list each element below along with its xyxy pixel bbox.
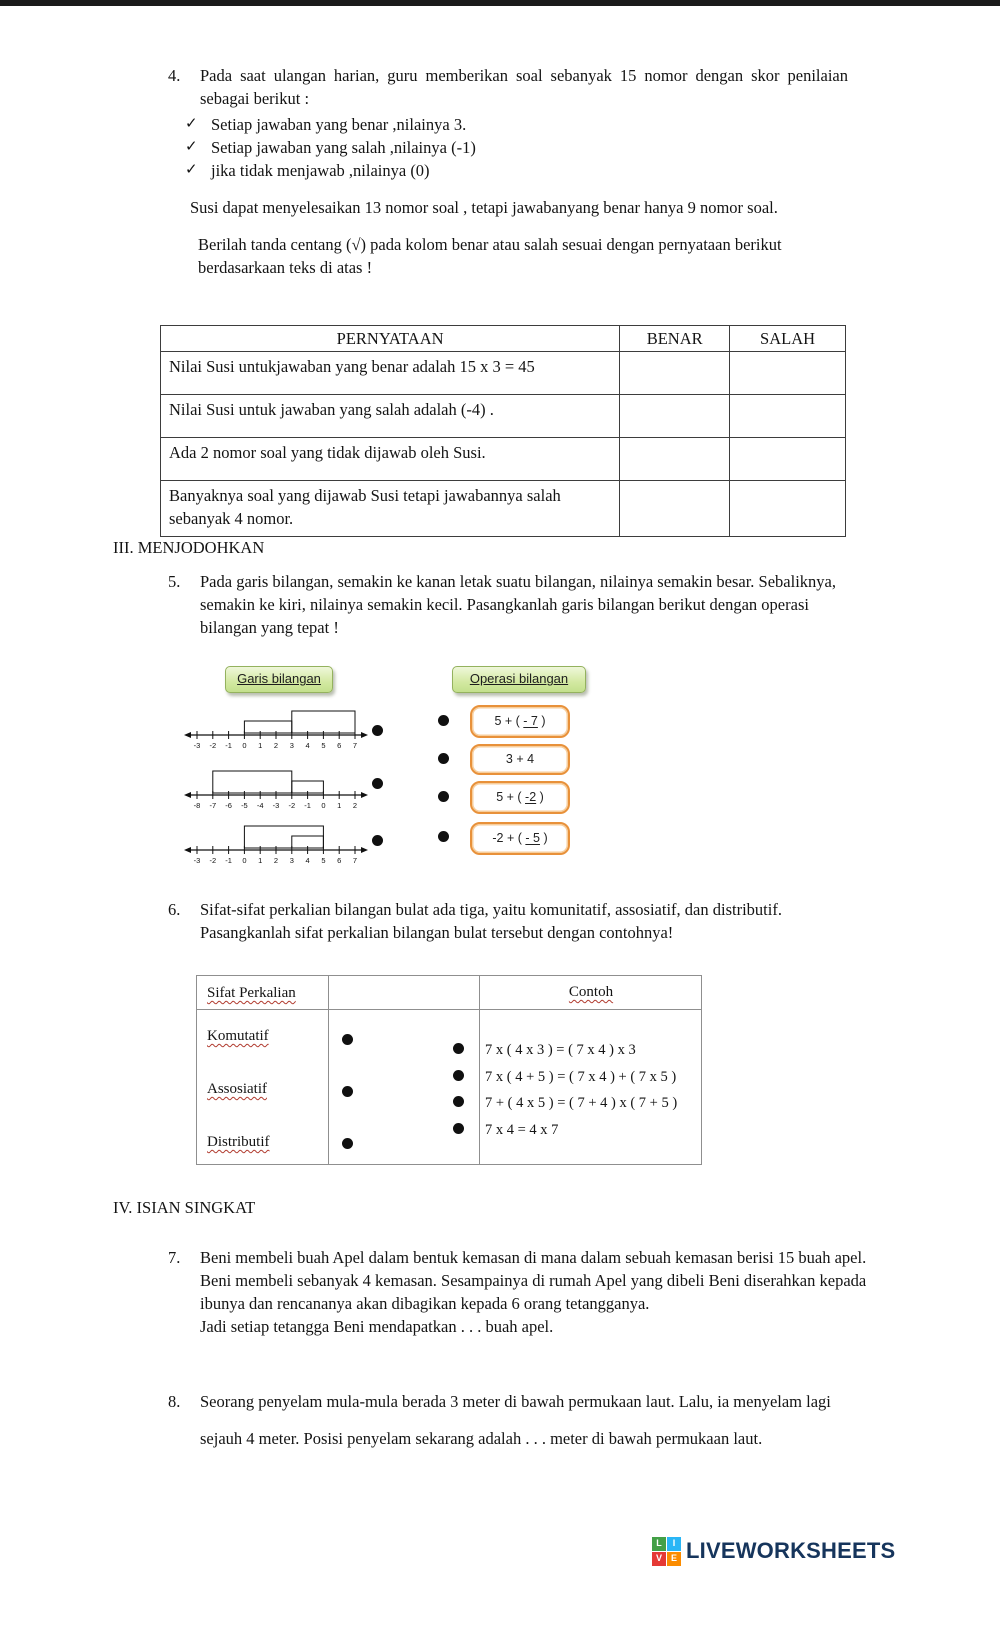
liveworksheets-logo[interactable] — [652, 1536, 895, 1567]
svg-text:-2: -2 — [209, 741, 217, 750]
op-text-neg: -2 — [525, 789, 537, 804]
svg-text:2: 2 — [273, 741, 279, 750]
benar-answer-cell-3[interactable] — [620, 438, 730, 481]
question-5 — [168, 570, 868, 639]
table-divider — [197, 1009, 701, 1010]
match-dot-example-1[interactable] — [453, 1043, 464, 1054]
op-text-post: ) — [537, 713, 546, 728]
svg-text:1: 1 — [337, 801, 342, 810]
svg-text:-2: -2 — [288, 801, 296, 810]
liveworksheets-wordmark: LIVEWORKSHEETS — [686, 1538, 896, 1563]
operation-option-4-text — [492, 830, 547, 848]
question-8 — [168, 1383, 868, 1457]
match-dot-property-3[interactable] — [342, 1138, 353, 1149]
operasi-bilangan-label-text: Operasi bilangan — [469, 671, 569, 687]
check-icon: ✓ — [185, 137, 198, 156]
question-8-number: 8. — [168, 1392, 181, 1411]
match-dot-operation-3[interactable] — [438, 791, 449, 802]
benar-answer-cell-2[interactable] — [620, 395, 730, 438]
operation-option-3[interactable] — [470, 781, 570, 814]
svg-text:0: 0 — [321, 801, 326, 810]
match-dot-property-2[interactable] — [342, 1086, 353, 1097]
table-row — [161, 352, 846, 395]
table-divider — [479, 976, 480, 1164]
salah-answer-cell-2[interactable] — [730, 395, 846, 438]
benar-answer-cell-1[interactable] — [620, 352, 730, 395]
question-7-text: Beni membeli buah Apel dalam bentuk kemasan di mana dalam sebuah kemasan berisi 15 buah apel. Beni membeli sebanyak 4 kemasan. Sesampainya di rumah Apel yang dibeli Beni diserahkan kepada ibunya dan rencananya akan dibagikan kepada 6 orang tetangganya. — [200, 1248, 867, 1314]
svg-text:0: 0 — [242, 856, 247, 865]
statement-cell: Nilai Susi untukjawaban yang benar adalah 15 x 3 = 45 — [161, 352, 620, 395]
salah-answer-cell-1[interactable] — [730, 352, 846, 395]
match-dot-operation-4[interactable] — [438, 831, 449, 842]
numberline-image-3 — [183, 818, 369, 866]
operation-option-1-text — [494, 713, 545, 731]
op-text-neg: - 5 — [525, 830, 540, 845]
contoh-header: Contoh — [568, 984, 614, 1000]
op-text-pre: 5 + ( — [494, 713, 524, 728]
svg-text:-3: -3 — [193, 856, 201, 865]
matching-table-6 — [196, 975, 702, 1165]
svg-text:-1: -1 — [304, 801, 311, 810]
svg-text:-6: -6 — [225, 801, 232, 810]
svg-text:6: 6 — [337, 741, 342, 750]
svg-text:1: 1 — [258, 856, 263, 865]
example-text-4: 7 x 4 = 4 x 7 — [485, 1122, 559, 1138]
svg-text:3: 3 — [289, 741, 294, 750]
match-dot-example-4[interactable] — [453, 1123, 464, 1134]
svg-text:4: 4 — [305, 741, 310, 750]
logo-square-i: I — [667, 1537, 681, 1551]
scoring-rule-item — [185, 136, 848, 159]
operasi-bilangan-label — [452, 666, 586, 693]
question-6-body — [200, 898, 850, 944]
svg-text:-4: -4 — [256, 801, 264, 810]
svg-text:7: 7 — [352, 741, 358, 750]
svg-text:6: 6 — [337, 856, 342, 865]
table-header-row — [161, 326, 846, 352]
operation-option-1[interactable] — [470, 705, 570, 738]
question-6-text2: Pasangkanlah sifat perkalian bilangan bulat tersebut dengan contohnya! — [200, 923, 674, 943]
logo-square-l: L — [652, 1537, 666, 1551]
svg-text:7: 7 — [352, 856, 358, 865]
question-6 — [168, 898, 868, 944]
svg-text:-1: -1 — [225, 856, 232, 865]
table-header-benar: BENAR — [620, 326, 730, 352]
property-komutatif: Komutatif — [207, 1028, 269, 1044]
question-7-body — [200, 1246, 868, 1338]
garis-bilangan-label — [225, 666, 333, 693]
benar-answer-cell-4[interactable] — [620, 481, 730, 537]
question-6-text1: Sifat-sifat perkalian bilangan bulat ada tiga, yaitu komunitatif, assosiatif, dan distributif. — [200, 900, 782, 919]
svg-text:-8: -8 — [193, 801, 201, 810]
svg-text:-3: -3 — [193, 741, 201, 750]
salah-answer-cell-3[interactable] — [730, 438, 846, 481]
scoring-rule-item — [185, 159, 848, 182]
question-4-number: 4. — [168, 66, 181, 85]
svg-text:3: 3 — [289, 856, 294, 865]
question-4-para2: Berilah tanda centang (√) pada kolom benar atau salah sesuai dengan pernyataan berikut berdasarkaan teks di atas ! — [198, 234, 782, 277]
question-7-number: 7. — [168, 1248, 181, 1267]
op-text-pre: 5 + ( — [496, 789, 526, 804]
svg-text:2: 2 — [273, 856, 279, 865]
question-7-text2: Jadi setiap tetangga Beni mendapatkan . . . buah apel. — [200, 1317, 554, 1337]
table-row — [161, 395, 846, 438]
table-header-pernyataan: PERNYATAAN — [161, 326, 620, 352]
match-dot-example-3[interactable] — [453, 1096, 464, 1107]
example-text-3: 7 + ( 4 x 5 ) = ( 7 + 4 ) x ( 7 + 5 ) — [485, 1095, 678, 1111]
check-icon: ✓ — [185, 114, 198, 133]
svg-text:-3: -3 — [272, 801, 280, 810]
numberline-image-2 — [183, 763, 369, 811]
svg-text:1: 1 — [258, 741, 263, 750]
question-4-intro: Pada saat ulangan harian, guru memberikan soal sebanyak 15 nomor dengan skor penilaian sebagai berikut : — [200, 66, 848, 109]
true-false-table — [160, 325, 846, 537]
operation-option-4[interactable] — [470, 822, 570, 855]
op-text-neg: - 7 — [523, 713, 538, 728]
matching-exercise-5 — [0, 658, 1000, 878]
question-5-text: Pada garis bilangan, semakin ke kanan letak suatu bilangan, nilainya semakin besar. Sebaliknya, semakin ke kiri, nilainya semakin kecil. Pasangkanlah garis bilangan berikut dengan operasi bilangan yang tepat ! — [200, 572, 836, 638]
statement-cell: Ada 2 nomor soal yang tidak dijawab oleh Susi. — [161, 438, 620, 481]
match-dot-property-1[interactable] — [342, 1034, 353, 1045]
svg-text:-7: -7 — [209, 801, 217, 810]
property-assosiatif: Assosiatif — [207, 1081, 267, 1097]
statement-cell: Banyaknya soal yang dijawab Susi tetapi jawabannya salah sebanyak 4 nomor. — [161, 481, 620, 537]
operation-option-3-text — [496, 789, 544, 807]
question-8-text: Seorang penyelam mula-mula berada 3 meter di bawah permukaan laut. Lalu, ia menyelam lagi sejauh 4 meter. Posisi penyelam sekarang adalah . . . meter di bawah permukaan laut. — [200, 1392, 831, 1449]
op-text-post: ) — [536, 789, 544, 804]
match-dot-numberline-3[interactable] — [372, 835, 383, 846]
svg-text:5: 5 — [321, 856, 326, 865]
example-text-1: 7 x ( 4 x 3 ) = ( 7 x 4 ) x 3 — [485, 1042, 636, 1058]
table-row — [161, 481, 846, 537]
match-dot-numberline-2[interactable] — [372, 778, 383, 789]
match-dot-operation-1[interactable] — [438, 715, 449, 726]
garis-bilangan-label-text: Garis bilangan — [237, 671, 321, 687]
table-header-salah: SALAH — [730, 326, 846, 352]
svg-text:-5: -5 — [241, 801, 248, 810]
svg-text:4: 4 — [305, 856, 310, 865]
op-text-pre: -2 + ( — [492, 830, 526, 845]
operation-option-2-text — [506, 751, 534, 769]
table-row — [161, 438, 846, 481]
logo-square-v: V — [652, 1552, 666, 1566]
svg-text:0: 0 — [242, 741, 247, 750]
sifat-perkalian-header: Sifat Perkalian — [207, 985, 296, 1001]
scoring-rule-text: Setiap jawaban yang benar ,nilainya 3. — [211, 115, 467, 135]
example-text-2: 7 x ( 4 + 5 ) = ( 7 x 4 ) + ( 7 x 5 ) — [485, 1069, 677, 1085]
property-distributif: Distributif — [207, 1134, 270, 1150]
numberline-image-1 — [183, 703, 369, 751]
question-4-body — [185, 64, 848, 279]
operation-option-2[interactable] — [470, 744, 570, 775]
statement-cell: Nilai Susi untuk jawaban yang salah adalah (-4) . — [161, 395, 620, 438]
match-dot-numberline-1[interactable] — [372, 725, 383, 736]
svg-text:-2: -2 — [209, 856, 217, 865]
svg-text:2: 2 — [352, 801, 358, 810]
section-3-heading: III. MENJODOHKAN — [113, 538, 265, 557]
question-5-number: 5. — [168, 572, 181, 591]
svg-text:-1: -1 — [225, 741, 232, 750]
scoring-rule-text: Setiap jawaban yang salah ,nilainya (-1) — [211, 138, 476, 158]
check-icon: ✓ — [185, 160, 198, 179]
question-6-number: 6. — [168, 900, 181, 919]
table-divider — [328, 976, 329, 1164]
top-border — [0, 0, 1000, 6]
op-text-post: ) — [539, 830, 548, 845]
scoring-rule-item — [185, 113, 848, 136]
logo-square-e: E — [667, 1552, 681, 1566]
match-dot-operation-2[interactable] — [438, 753, 449, 764]
question-7 — [168, 1246, 868, 1338]
salah-answer-cell-4[interactable] — [730, 481, 846, 537]
scoring-rule-text: jika tidak menjawab ,nilainya (0) — [211, 161, 430, 181]
question-4-para1: Susi dapat menyelesaikan 13 nomor soal , tetapi jawabanyang benar hanya 9 nomor soal. — [190, 198, 778, 218]
op-text-pre: 3 + 4 — [505, 751, 535, 766]
section-4-heading: IV. ISIAN SINGKAT — [113, 1198, 256, 1217]
liveworksheets-icon — [652, 1537, 681, 1566]
svg-text:5: 5 — [321, 741, 326, 750]
scoring-rules-list — [185, 113, 848, 182]
question-4 — [168, 64, 848, 279]
match-dot-example-2[interactable] — [453, 1070, 464, 1081]
